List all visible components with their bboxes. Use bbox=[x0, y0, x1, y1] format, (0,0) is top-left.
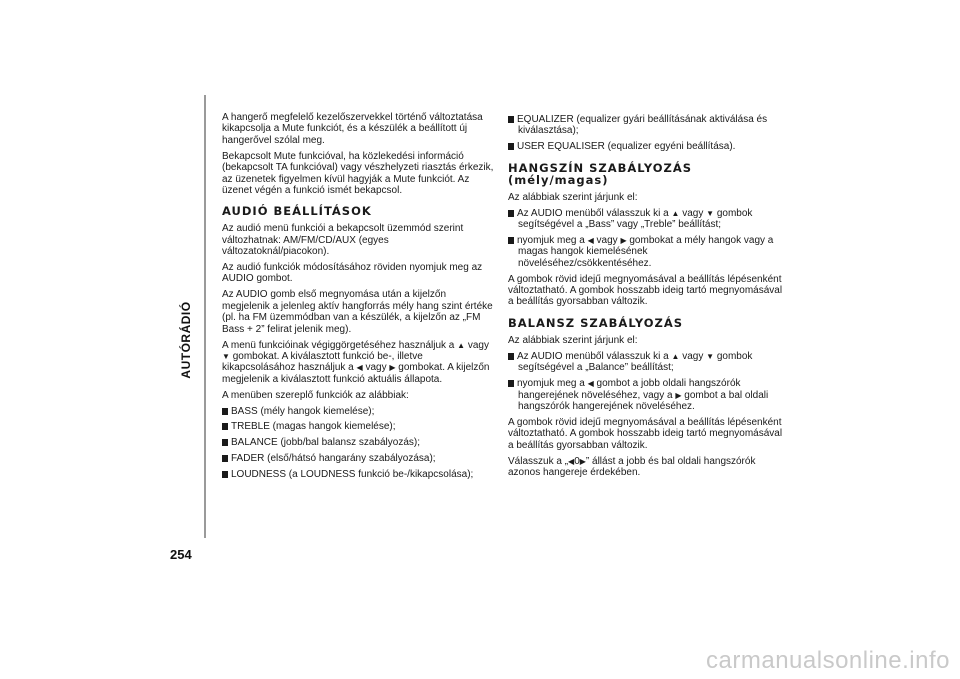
text-run: vagy bbox=[465, 339, 489, 351]
bullet-square-icon bbox=[222, 471, 228, 478]
text-run: vagy bbox=[362, 362, 390, 374]
text-run: gombokat. A kijelzőn megjelenik a kiválasztott funkció aktuális állapota. bbox=[222, 362, 490, 385]
text-run: gombot a jobb oldali hangszórók hangerejének növeléséhez, vagy a bbox=[518, 378, 741, 401]
paragraph bbox=[222, 340, 494, 386]
section-heading: HANGSZÍN SZABÁLYOZÁS (mély/magas) bbox=[508, 160, 693, 187]
text-run: 0 bbox=[574, 455, 580, 467]
arrow-right-icon: ▶ bbox=[579, 456, 586, 466]
paragraph: A hangerő megfelelő kezelőszervekkel történő változtatása kikapcsolja a Mute funkciót, és a készülék a beállított új hangerővel szólal meg. bbox=[222, 112, 483, 146]
text-run: nyomjuk meg a bbox=[517, 234, 588, 246]
page-number: 254 bbox=[170, 547, 192, 562]
text-run: ” állást a jobb és bal oldali hangszórók azonos hangereje érdekében. bbox=[508, 455, 756, 478]
text-run: gombokat a mély hangok vagy a magas hangok kiemelésének növeléséhez/csökkentéséhez. bbox=[518, 234, 774, 269]
bullet-square-icon bbox=[508, 380, 514, 387]
arrow-down-icon: ▼ bbox=[706, 351, 715, 361]
arrow-right-icon: ▶ bbox=[389, 363, 396, 373]
text-run: gombokat. A kiválasztott funkció be-, illetve kikapcsolásához használjuk a bbox=[222, 350, 423, 374]
bullet-square-icon bbox=[222, 408, 228, 415]
list-item bbox=[508, 235, 783, 269]
text-run: gombot a bal oldali hangszórók hangerejének növeléséhez. bbox=[518, 389, 769, 412]
list-item bbox=[508, 114, 783, 137]
text-run: nyomjuk meg a bbox=[517, 378, 588, 390]
text-run: vagy bbox=[593, 234, 621, 246]
arrow-left-icon: ◀ bbox=[568, 456, 575, 466]
arrow-up-icon: ▲ bbox=[457, 340, 466, 350]
bullet-square-icon bbox=[508, 237, 514, 244]
text-run: Az AUDIO menüből válasszuk ki a bbox=[517, 207, 672, 219]
paragraph: Az alábbiak szerint járjunk el: bbox=[508, 334, 638, 346]
arrow-left-icon: ◀ bbox=[587, 235, 594, 245]
paragraph: A menüben szereplő funkciók az alábbiak: bbox=[222, 389, 409, 401]
list-item bbox=[222, 421, 494, 432]
section-heading: AUDIÓ BEÁLLÍTÁSOK bbox=[222, 204, 372, 219]
list-item bbox=[222, 453, 494, 464]
paragraph: Bekapcsolt Mute funkcióval, ha közlekedési információ (bekapcsolt TA funkcióval) vagy vészhelyzeti riasztás érkezik, az üzenetek figyelmen kívül hagyják a Mute funkciót. Az üzenet végén a funkció ismét bekapcsol. bbox=[222, 150, 494, 196]
list-item-text: LOUDNESS (a LOUDNESS funkció be-/kikapcsolása); bbox=[231, 469, 474, 481]
section-label: AUTÓRÁDIÓ bbox=[179, 301, 193, 379]
bullet-square-icon bbox=[508, 353, 514, 360]
list-item bbox=[508, 141, 783, 152]
left-column bbox=[222, 112, 494, 485]
text-run: Az AUDIO menüből válasszuk ki a bbox=[517, 350, 672, 362]
margin-rule bbox=[204, 95, 206, 538]
section-heading: BALANSZ SZABÁLYOZÁS bbox=[508, 315, 684, 330]
arrow-down-icon: ▼ bbox=[222, 351, 230, 361]
arrow-right-icon: ▶ bbox=[675, 390, 682, 400]
bullet-square-icon bbox=[222, 455, 228, 462]
bullet-square-icon bbox=[222, 439, 228, 446]
list-item bbox=[508, 208, 783, 231]
watermark-text: carmanualsonline.info bbox=[706, 647, 950, 674]
list-item-text: EQUALIZER (equalizer gyári beállításának aktiválása és kiválasztása); bbox=[517, 114, 768, 137]
paragraph: Az alábbiak szerint járjunk el: bbox=[508, 191, 638, 203]
list-item bbox=[222, 437, 494, 448]
text-run: gombok segítségével a „Balance” beállítást; bbox=[518, 350, 753, 374]
paragraph: A gombok rövid idejű megnyomásával a beállítás lépésenként változtatható. A gombok hosszabb ideig tartó megnyomásával a beállítás gyorsabban változik. bbox=[508, 273, 783, 308]
paragraph: Az audió menü funkciói a bekapcsolt üzemmód szerint változhatnak: AM/FM/CD/AUX (egyes változatoknál/piacokon). bbox=[222, 223, 464, 258]
arrow-down-icon: ▼ bbox=[706, 208, 715, 218]
arrow-left-icon: ◀ bbox=[356, 363, 363, 373]
list-item-text: USER EQUALISER (equalizer egyéni beállítása). bbox=[517, 141, 736, 153]
list-item bbox=[508, 351, 783, 374]
paragraph bbox=[508, 456, 783, 479]
text-run: A menü funkcióinak végiggörgetéséhez használjuk a bbox=[222, 339, 458, 351]
arrow-up-icon: ▲ bbox=[671, 208, 680, 218]
text-run: vagy bbox=[679, 350, 707, 362]
text-run: gombok segítségével a „Bass” vagy „Treble” beállítást; bbox=[518, 207, 753, 231]
arrow-right-icon: ▶ bbox=[620, 235, 627, 245]
paragraph: Az audió funkciók módosításához röviden nyomjuk meg az AUDIO gombot. bbox=[222, 262, 483, 285]
list-item-text: BASS (mély hangok kiemelése); bbox=[231, 405, 375, 417]
text-run: vagy bbox=[679, 207, 707, 219]
bullet-square-icon bbox=[508, 210, 514, 217]
right-column bbox=[508, 114, 783, 483]
text-run: Válasszuk a „ bbox=[508, 455, 569, 467]
bullet-square-icon bbox=[222, 423, 228, 430]
list-item-text: FADER (első/hátsó hangarány szabályozása); bbox=[231, 453, 436, 465]
list-item bbox=[222, 406, 494, 417]
list-item bbox=[222, 469, 494, 480]
arrow-left-icon: ◀ bbox=[587, 379, 594, 389]
bullet-square-icon bbox=[508, 143, 514, 150]
bullet-square-icon bbox=[508, 116, 514, 123]
arrow-up-icon: ▲ bbox=[671, 351, 680, 361]
paragraph: A gombok rövid idejű megnyomásával a beállítás lépésenként változtatható. A gombok hosszabb ideig tartó megnyomásával a beállítás gyorsabban változik. bbox=[508, 416, 783, 451]
list-item bbox=[508, 378, 783, 412]
list-item-text: TREBLE (magas hangok kiemelése); bbox=[231, 421, 396, 433]
list-item-text: BALANCE (jobb/bal balansz szabályozás); bbox=[231, 437, 420, 449]
paragraph: Az AUDIO gomb első megnyomása után a kijelzőn megjelenik a jelenleg aktív hangforrás mély hang szint értéke (pl. ha FM üzemmódban van a készülék, a kijelzőn az „FM Bass + 2” felirat jelenik meg). bbox=[222, 289, 493, 335]
